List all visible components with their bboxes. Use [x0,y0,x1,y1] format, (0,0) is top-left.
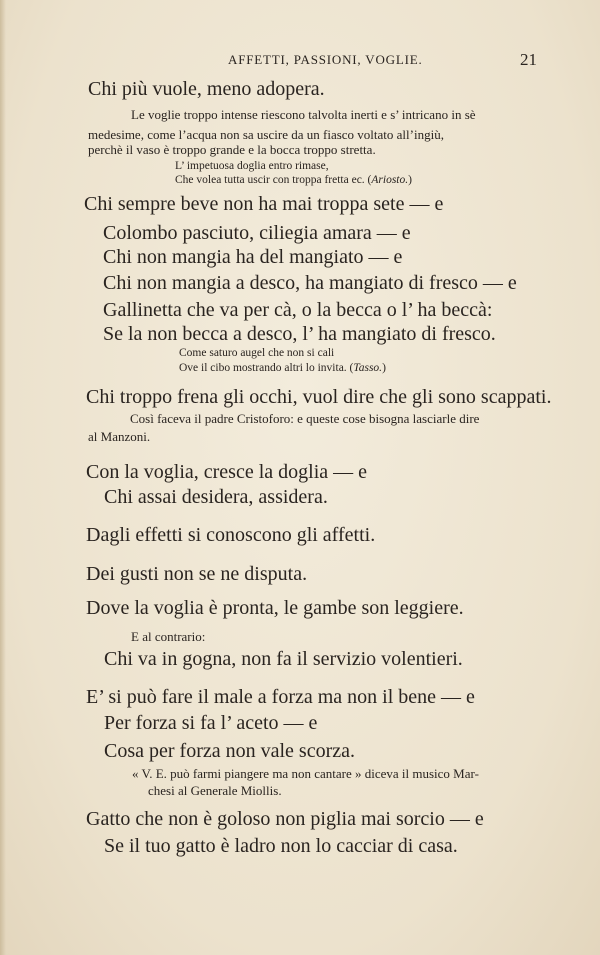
page-header [0,52,600,72]
proverb: Chi non mangia a desco, ha mangiato di fresco — e [103,272,517,294]
verse-quote-line: L’ impetuosa doglia entro rimase, [175,160,329,172]
commentary-line: perchè il vaso è troppo grande e la bocca troppo stretta. [88,142,376,157]
page-number: 21 [520,50,537,69]
commentary-line: Così faceva il padre Cristoforo: e queste cose bisogna lasciarle dire [130,411,480,426]
commentary-line: E al contrario: [131,629,206,644]
commentary-line: medesime, come l’acqua non sa uscire da un fiasco voltato all’ingiù, [88,127,444,142]
proverb: Se il tuo gatto è ladro non lo cacciar di casa. [104,835,458,857]
verse-quote-line: Come saturo augel che non si cali [179,347,335,359]
verse-quote-line: Che volea tutta uscir con troppa fretta ec. (Ariosto.) [175,174,412,186]
running-title: AFFETTI, PASSIONI, VOGLIE. [228,52,423,67]
proverb: Con la voglia, cresce la doglia — e [86,461,368,483]
quote-source: Ariosto. [371,174,409,186]
proverb: Chi più vuole, meno adopera. [88,78,325,100]
commentary-line: « V. E. può farmi piangere ma non cantare » diceva il musico Mar- [132,766,479,781]
commentary-line: al Manzoni. [88,429,151,444]
page-spine-shadow [0,0,6,955]
proverb: Gallinetta che va per cà, o la becca o l’ ha beccà: [103,299,493,321]
proverb: Dove la voglia è pronta, le gambe son leggiere. [86,597,464,619]
proverb: Cosa per forza non vale scorza. [104,740,355,762]
proverb: Se la non becca a desco, l’ ha mangiato di fresco. [103,323,496,345]
proverb: Chi sempre beve non ha mai troppa sete — e [84,193,444,215]
quote-source: Tasso. [353,362,383,374]
proverb: Chi non mangia ha del mangiato — e [103,246,403,268]
proverb: Chi troppo frena gli occhi, vuol dire che gli sono scappati. [86,386,552,408]
proverb: Chi va in gogna, non fa il servizio volentieri. [104,648,463,670]
commentary-line: chesi al Generale Miollis. [148,783,282,798]
proverb: Dei gusti non se ne disputa. [86,563,308,585]
proverb: Dagli effetti si conoscono gli affetti. [86,524,376,546]
proverb: Colombo pasciuto, ciliegia amara — e [103,222,411,244]
verse-quote-line: Ove il cibo mostrando altri lo invita. (Tasso.) [179,362,386,374]
proverb: Per forza si fa l’ aceto — e [104,712,318,734]
proverb: E’ si può fare il male a forza ma non il bene — e [86,686,475,708]
proverb: Gatto che non è goloso non piglia mai sorcio — e [86,808,484,830]
commentary-line: Le voglie troppo intense riescono talvolta inerti e s’ intricano in sè [131,107,476,122]
proverb: Chi assai desidera, assidera. [104,486,328,508]
